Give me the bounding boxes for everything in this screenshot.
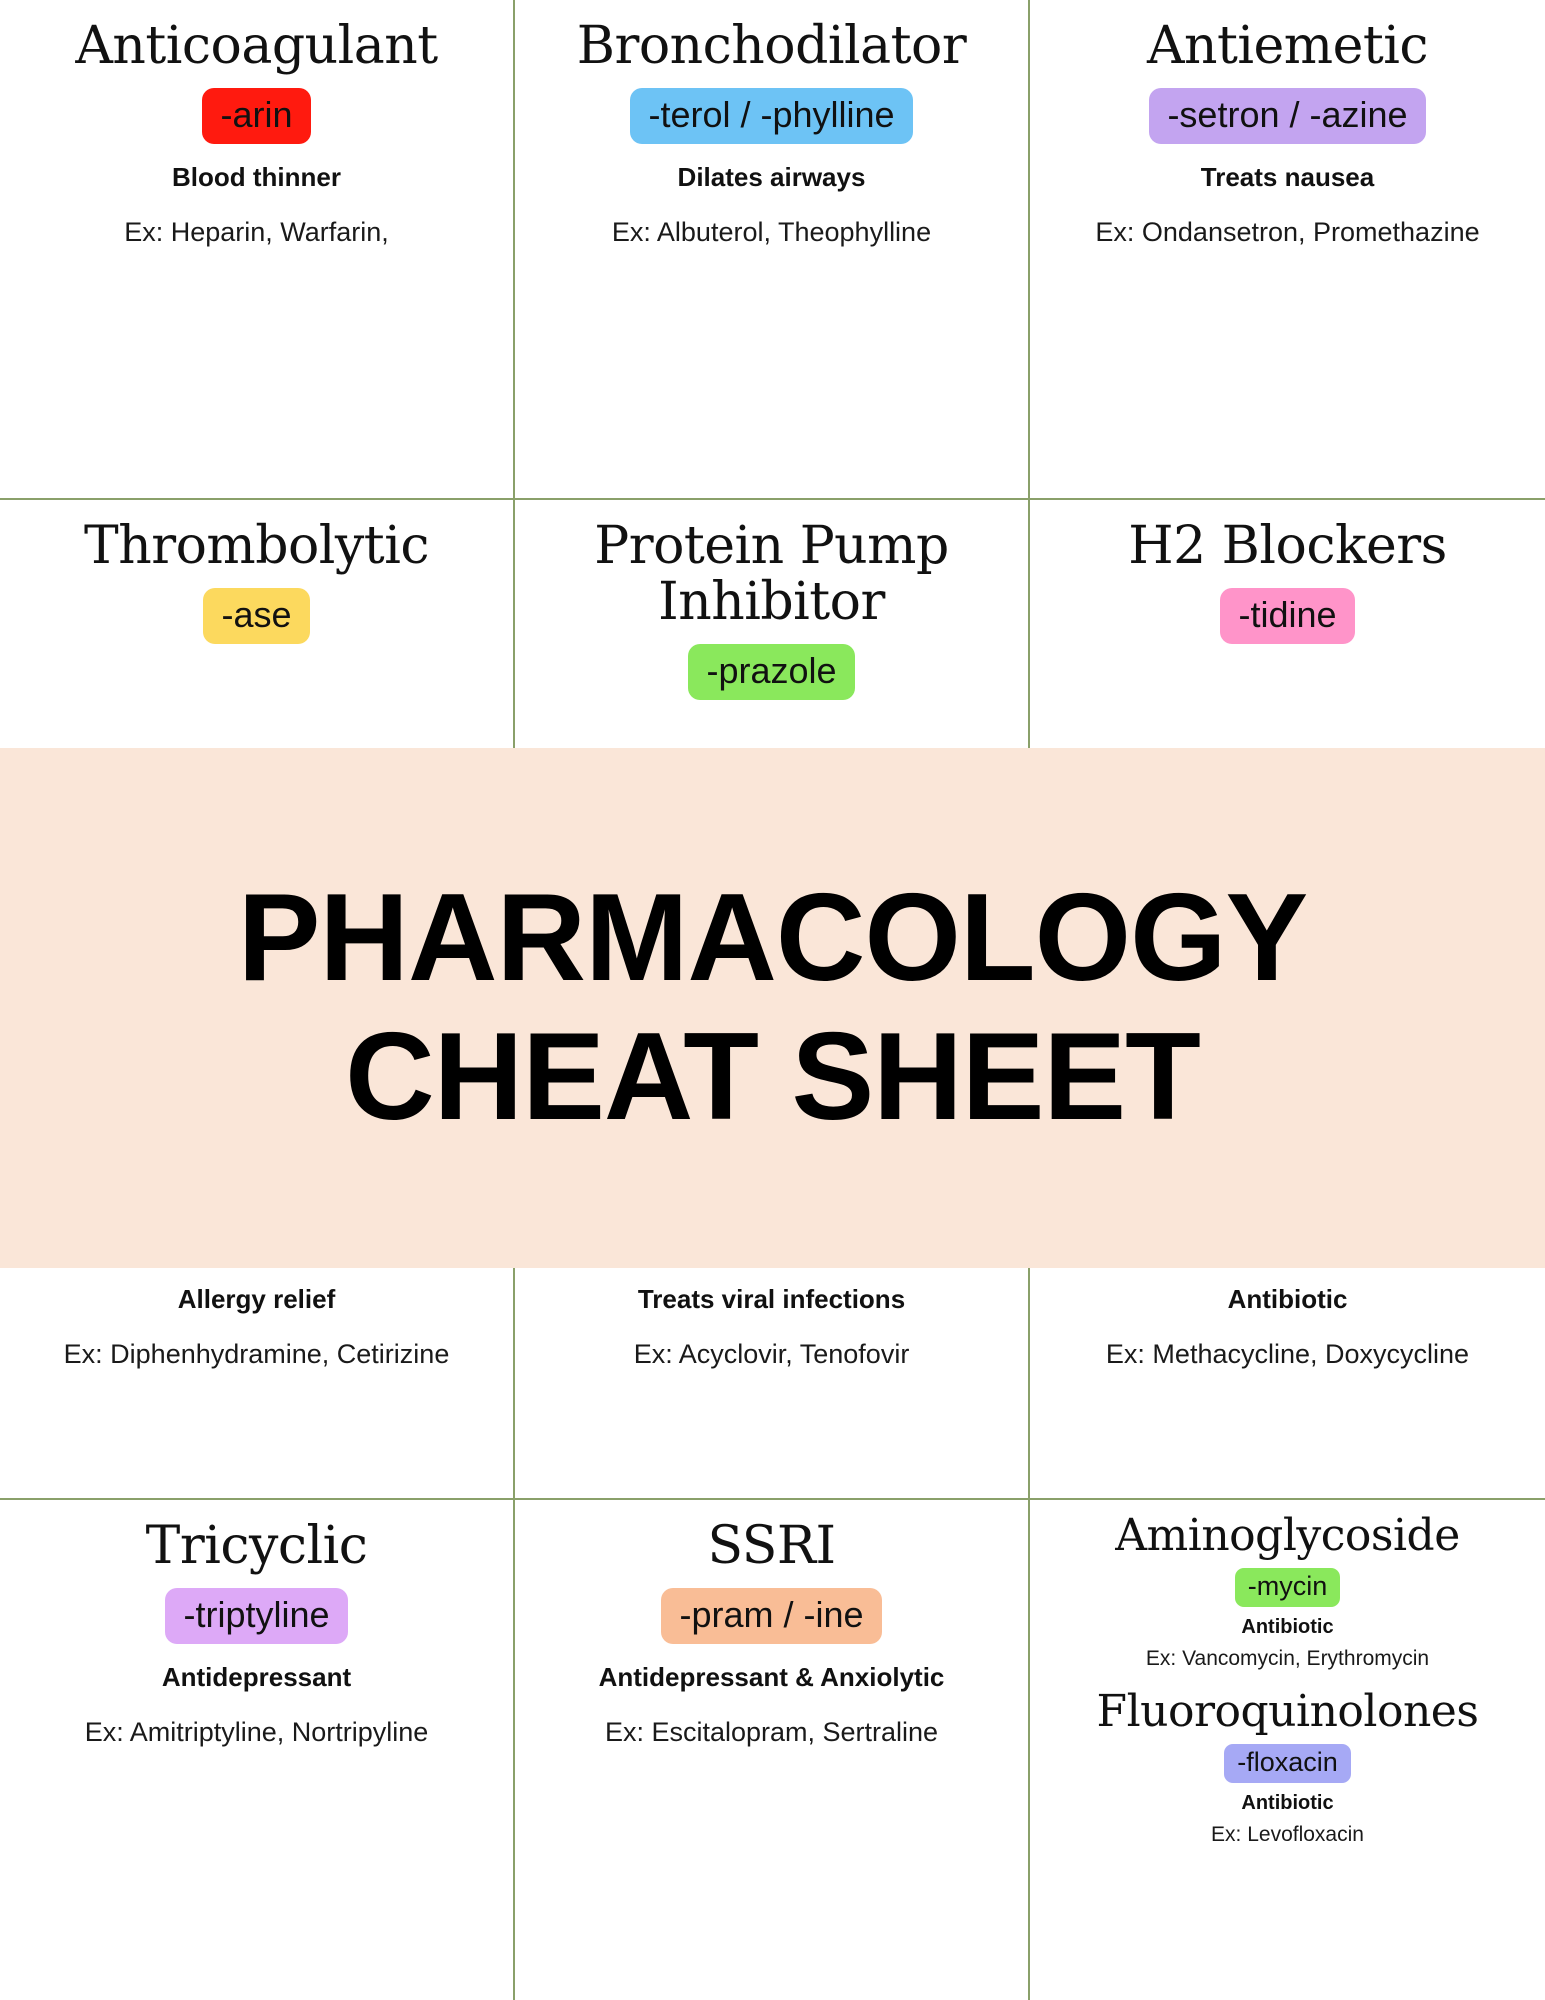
card-examples: Ex: Levofloxacin (1211, 1823, 1364, 1846)
card-suffix-badge: -arin (202, 88, 310, 143)
card-examples: Ex: Heparin, Warfarin, (124, 216, 389, 247)
card-examples: Ex: Acyclovir, Tenofovir (633, 1339, 910, 1370)
subgroup-fluoroquinolones (1046, 1684, 1529, 1848)
card-suffix-badge: -triptyline (165, 1588, 347, 1643)
card-examples: Ex: Methacycline, Doxycycline (1105, 1339, 1470, 1370)
card-ssri (515, 1500, 1030, 2000)
card-anticoagulant (0, 0, 515, 500)
card-suffix-badge: -pram / -ine (661, 1588, 881, 1643)
card-bronchodilator (515, 0, 1030, 500)
card-description: Antibiotic (1241, 1792, 1334, 1814)
card-description: Blood thinner (172, 161, 341, 192)
card-suffix-badge: -ase (203, 588, 309, 643)
card-title: Bronchodilator (576, 16, 967, 76)
card-examples: Ex: Escitalopram, Sertraline (604, 1716, 939, 1747)
card-description: Treats viral infections (637, 1284, 906, 1314)
card-title: Aminoglycoside (1115, 1510, 1460, 1561)
card-title: Protein Pump Inhibitor (594, 516, 949, 633)
subgroup-aminoglycoside (1046, 1508, 1529, 1672)
card-title: Tricyclic (145, 1516, 368, 1576)
card-suffix-badge: -mycin (1235, 1568, 1341, 1607)
card-examples: Ex: Vancomycin, Erythromycin (1145, 1646, 1430, 1670)
card-examples: Ex: Diphenhydramine, Cetirizine (63, 1339, 450, 1370)
title-banner (0, 748, 1545, 1268)
card-suffix-badge: -tidine (1220, 588, 1354, 643)
card-description: Antibiotic (1241, 1615, 1334, 1638)
banner-line-1: PHARMACOLOGY (237, 869, 1308, 1008)
card-description: Treats nausea (1200, 161, 1375, 192)
card-antiemetic (1030, 0, 1545, 500)
card-title: Antiemetic (1146, 16, 1429, 76)
card-title: Thrombolytic (84, 516, 429, 576)
card-title: Anticoagulant (75, 16, 438, 76)
banner-line-2: CHEAT SHEET (345, 1008, 1200, 1146)
card-suffix-badge: -floxacin (1224, 1744, 1351, 1783)
card-title: SSRI (707, 1516, 836, 1576)
card-examples: Ex: Albuterol, Theophylline (611, 216, 932, 247)
card-description: Antidepressant (161, 1661, 352, 1692)
card-description: Antidepressant & Anxiolytic (598, 1661, 945, 1692)
card-tricyclic (0, 1500, 515, 2000)
card-suffix-badge: -prazole (688, 644, 854, 699)
card-suffix-badge: -terol / -phylline (630, 88, 912, 143)
card-description: Dilates airways (677, 161, 866, 192)
card-examples: Ex: Amitriptyline, Nortripyline (84, 1716, 429, 1747)
card-title: Fluoroquinolones (1096, 1686, 1479, 1738)
card-examples: Ex: Ondansetron, Promethazine (1095, 216, 1480, 247)
card-antibiotics-combo (1030, 1500, 1545, 2000)
card-title: H2 Blockers (1128, 516, 1447, 576)
card-description: Antibiotic (1227, 1284, 1348, 1314)
card-description: Allergy relief (177, 1284, 336, 1314)
card-suffix-badge: -setron / -azine (1149, 88, 1425, 143)
